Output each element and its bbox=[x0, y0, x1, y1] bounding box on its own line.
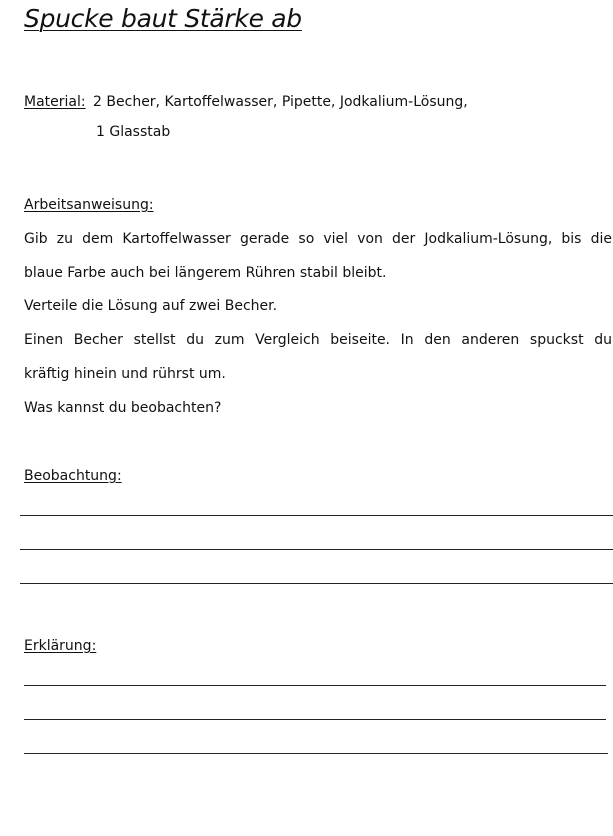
material-list-line-2: 1 Glasstab bbox=[96, 124, 171, 140]
worksheet-title: Spucke baut Stärke ab bbox=[24, 4, 302, 33]
material-list-line-1: 2 Becher, Kartoffelwasser, Pipette, Jodkalium-Lösung, bbox=[93, 94, 468, 110]
material-label: Material: bbox=[24, 94, 86, 110]
instruction-line-2: blaue Farbe auch bei längerem Rühren stabil bleibt. bbox=[24, 265, 387, 281]
instruction-line-5: kräftig hinein und rührst um. bbox=[24, 366, 226, 382]
instruction-question: Was kannst du beobachten? bbox=[24, 400, 222, 416]
instructions-heading: Arbeitsanweisung: bbox=[24, 197, 154, 213]
observation-answer-line[interactable] bbox=[20, 549, 613, 550]
instruction-line-4: Einen Becher stellst du zum Vergleich beiseite. In den anderen spuckst du bbox=[24, 332, 612, 348]
explanation-answer-line[interactable] bbox=[24, 719, 606, 720]
instruction-line-3: Verteile die Lösung auf zwei Becher. bbox=[24, 298, 278, 314]
explanation-answer-line[interactable] bbox=[24, 685, 606, 686]
instruction-line-1: Gib zu dem Kartoffelwasser gerade so viel von der Jodkalium-Lösung, bis die bbox=[24, 231, 612, 247]
observation-answer-line[interactable] bbox=[20, 515, 613, 516]
observation-answer-line[interactable] bbox=[20, 583, 613, 584]
explanation-heading: Erklärung: bbox=[24, 638, 97, 654]
observation-heading: Beobachtung: bbox=[24, 468, 122, 484]
material-row bbox=[24, 94, 468, 110]
explanation-answer-line[interactable] bbox=[24, 753, 608, 754]
